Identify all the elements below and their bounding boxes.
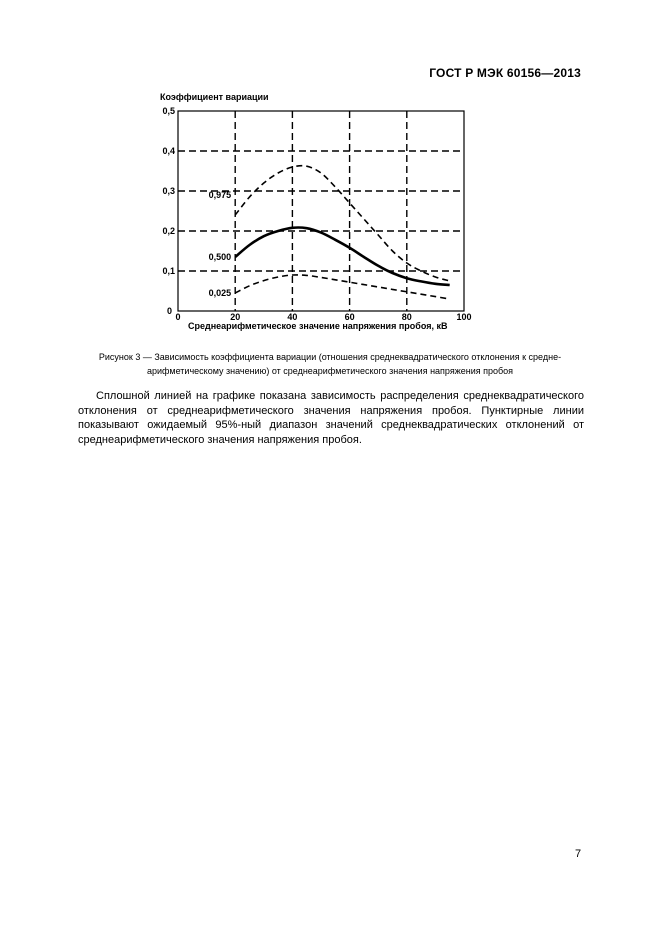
x-axis-label: Среднеарифметическое значение напряжения пробоя, кВ	[188, 321, 448, 331]
series-line-0	[235, 166, 450, 281]
y-tick-label: 0	[166, 306, 172, 316]
variation-coefficient-chart	[150, 88, 480, 338]
series-label: 0,975	[208, 190, 232, 200]
x-tick-label: 60	[344, 312, 355, 322]
x-tick-label: 0	[175, 312, 181, 322]
series-line-1	[235, 228, 450, 285]
y-axis-label: Коэффициент вариации	[160, 92, 269, 102]
y-tick-label: 0,4	[162, 146, 175, 156]
x-tick-label: 20	[230, 312, 241, 322]
y-tick-label: 0,1	[162, 266, 175, 276]
y-tick-label: 0,3	[162, 186, 175, 196]
x-tick-label: 40	[287, 312, 298, 322]
y-tick-label: 0,2	[162, 226, 175, 236]
x-tick-label: 100	[456, 312, 472, 322]
x-tick-label: 80	[401, 312, 412, 322]
chart-series	[235, 166, 450, 299]
caption-line-2: арифметическому значению) от среднеарифметического значения напряжения пробоя	[146, 366, 514, 376]
body-paragraph: Сплошной линией на графике показана зависимость распределения среднеквадратического отклонения от среднеарифметического значения напряжения пробоя. Пунктирные линии показывают ожидаемый 95%-ный диапазон значений среднеквадратических отклонений от среднеарифметического значения напряжения пробоя.	[78, 390, 584, 446]
series-line-2	[235, 275, 450, 299]
page-number: 7	[575, 848, 582, 860]
series-label: 0,500	[208, 252, 232, 262]
document-header: ГОСТ Р МЭК 60156—2013	[429, 66, 581, 80]
chart-figure	[150, 88, 480, 338]
caption-line-1: Рисунок 3 — Зависимость коэффициента вариации (отношения среднеквадратического отклонения к средне-	[98, 352, 562, 362]
figure-caption	[30, 350, 630, 378]
series-label: 0,025	[208, 288, 232, 298]
y-tick-label: 0,5	[162, 106, 175, 116]
body-text	[78, 389, 584, 447]
